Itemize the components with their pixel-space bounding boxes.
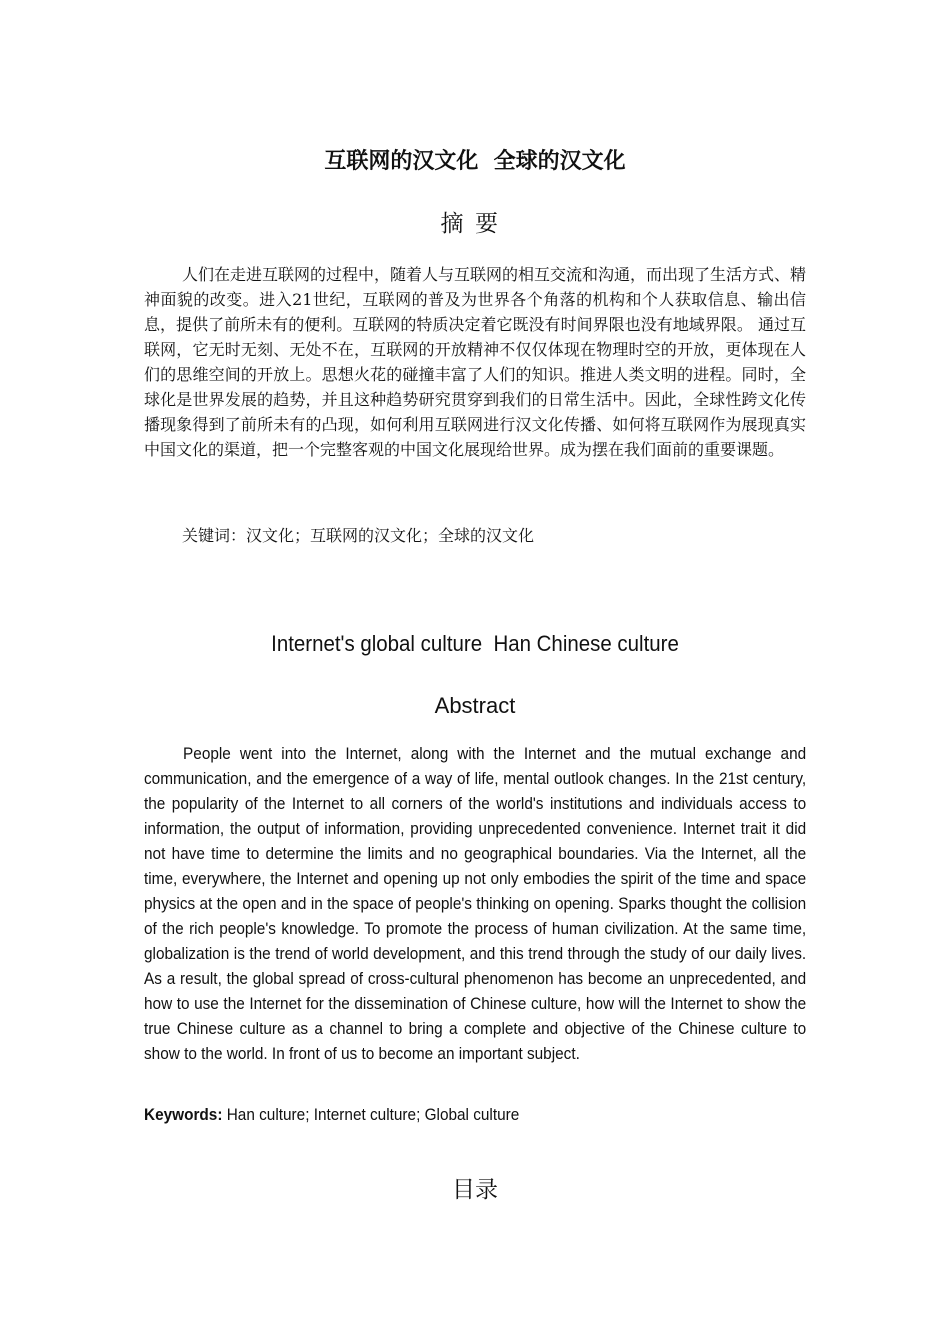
english-abstract-heading: Abstract [434,693,516,718]
english-keywords [144,1103,806,1128]
chinese-keywords-label: 关键词： [182,526,247,545]
chinese-abstract-body: 人们在走进互联网的过程中，随着人与互联网的相互交流和沟通，而出现了生活方式、精神面貌的改变。进入21世纪，互联网的普及为世界各个角落的机构和个人获取信息、输出信息，提供了前所未有的便利。互联网的特质决定着它既没有时间界限也没有地域界限。 通过互联网，它无时无刻、无处不在，互联网的开放精神不仅仅体现在物理时空的开放，更体现在人们的思维空间的开放上。思想火花的碰撞丰富了人们的知识。推进人类文明的进程。同时，全球化是世界发展的趋势，并且这种趋势研究贯穿到我们的日常生活中。因此，全球性跨文化传播现象得到了前所未有的凸现，如何利用互联网进行汉文化传播、如何将互联网作为展现真实中国文化的渠道，把一个完整客观的中国文化展现给世界。成为摆在我们面前的重要课题。 [144,265,807,459]
chinese-abstract-heading: 摘要 [440,211,510,237]
table-of-contents-heading: 目录 [452,1177,498,1203]
english-abstract-body: People went into the Internet, along with the Internet and the mutual exchange and communication, and the emergence of a way of life, mental outlook changes. In the 21st century, the popularity of the Internet to all corners of the world's institutions and individuals access to information, the output of information, providing unprecedented convenience. Internet trait it did not have time to determine the limits and no geographical boundaries. Via the Internet, all the time, everywhere, the Internet and opening up not only embodies the spirit of the time and space physics at the open and in the space of people's thinking on opening. Sparks thought the collision of the rich people's knowledge. To promote the process of human civilization. At the same time, globalization is the trend of world development, and this trend through the study of our daily lives. As a result, the global spread of cross-cultural phenomenon has become an unprecedented, and how to use the Internet for the dissemination of Chinese culture, how will the Internet to show the true Chinese culture as a channel to bring a complete and objective of the Chinese culture to show to the world. In front of us to become an important subject. [144,745,807,1063]
chinese-keywords [182,523,806,548]
chinese-keywords-value: 汉文化；互联网的汉文化；全球的汉文化 [246,526,535,545]
english-keywords-value: Han culture; Internet culture; Global culture [222,1106,520,1124]
english-title: Internet's global culture Han Chinese culture [271,631,679,656]
english-keywords-label: Keywords: [144,1106,223,1124]
chinese-title: 互联网的汉文化 全球的汉文化 [324,149,626,174]
